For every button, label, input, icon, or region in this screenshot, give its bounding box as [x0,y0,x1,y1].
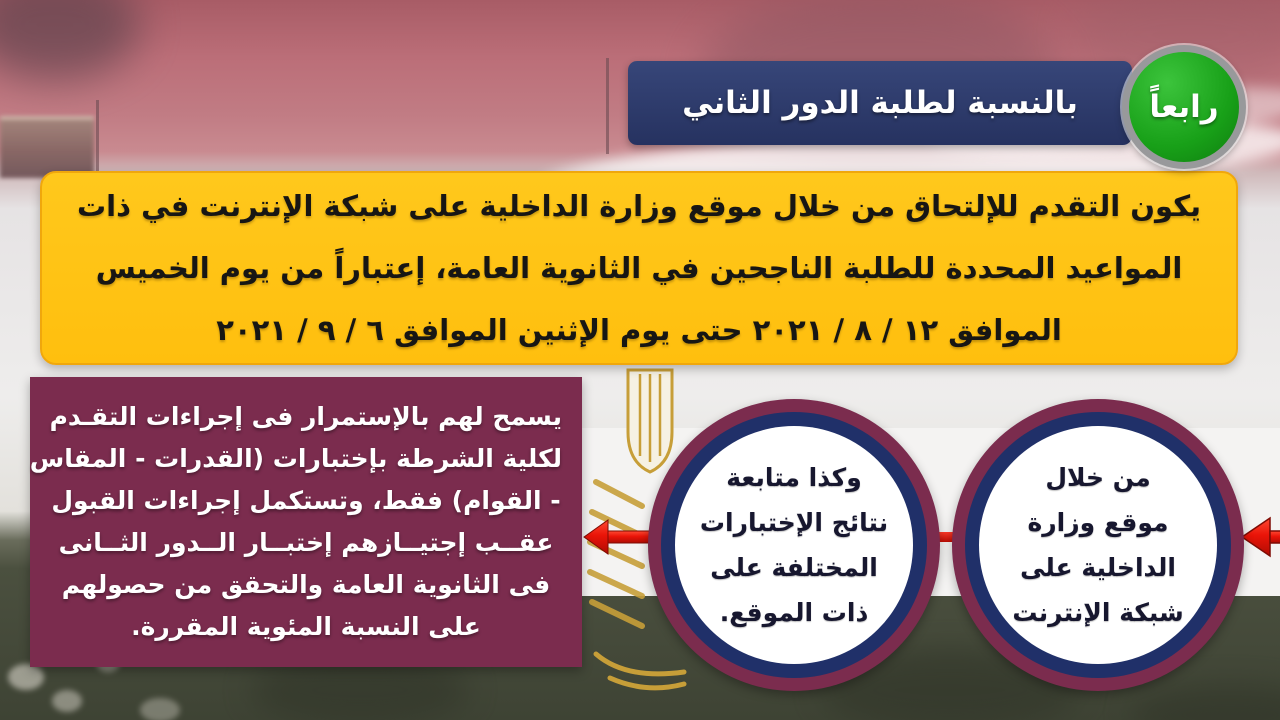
flagpole [96,100,99,172]
intro-line: الموافق ١٢ / ٨ / ٢٠٢١ حتى يوم الإثنين الموافق ٦ / ٩ / ٢٠٢١ [216,313,1062,347]
step-text-line: وكذا متابعة [726,463,862,492]
step-circle-inner [979,426,1217,664]
ordinal-badge [1122,45,1246,169]
arrow-left-icon [582,517,652,557]
flower [52,690,82,712]
ordinal-badge-label: رابعاً [1149,89,1219,125]
building-cornice [0,116,94,178]
step-text-line: من خلال [1045,463,1151,492]
details-line: على النسبة المئوية المقررة. [131,612,481,641]
step-text-line: شبكة الإنترنت [1012,598,1184,627]
arrow-left-icon [1240,512,1280,562]
section-title: بالنسبة لطلبة الدور الثاني [682,85,1078,121]
details-line: فى الثانوية العامة والتحقق من حصولهم [61,570,551,599]
intro-line: المواعيد المحددة للطلبة الناجحين في الثانوية العامة، إعتباراً من يوم الخميس [95,251,1183,285]
step-text-line: نتائج الإختبارات [699,508,889,537]
step-text-line: الداخلية على [1020,553,1176,582]
step-circle-website [952,399,1244,691]
flower [140,698,180,720]
details-line: يسمح لهم بالإستمرار فى إجراءات التقـدم [49,402,562,431]
step-circle-inner [675,426,913,664]
details-line: عقــب إجتيــازهم إختبــار الــدور الثــانى [58,528,554,557]
details-line: - القوام) فقط، وتستكمل إجراءات القبول [51,486,561,515]
flagpole [606,58,609,154]
step-text-line: المختلفة على [710,553,878,582]
section-header [628,61,1132,145]
details-line: لكلية الشرطة بإختبارات (القدرات - المقاس [29,444,562,473]
flower [8,664,44,690]
step-text-line: موقع وزارة [1027,508,1169,537]
step-text-line: ذات الموقع. [719,598,869,627]
intro-line: يكون التقدم للإلتحاق من خلال موقع وزارة الداخلية على شبكة الإنترنت في ذات [77,189,1201,223]
step-circle-follow-results [648,399,940,691]
intro-text-box [40,171,1238,365]
ordinal-badge-circle [1129,52,1239,162]
details-text-box [30,377,582,667]
